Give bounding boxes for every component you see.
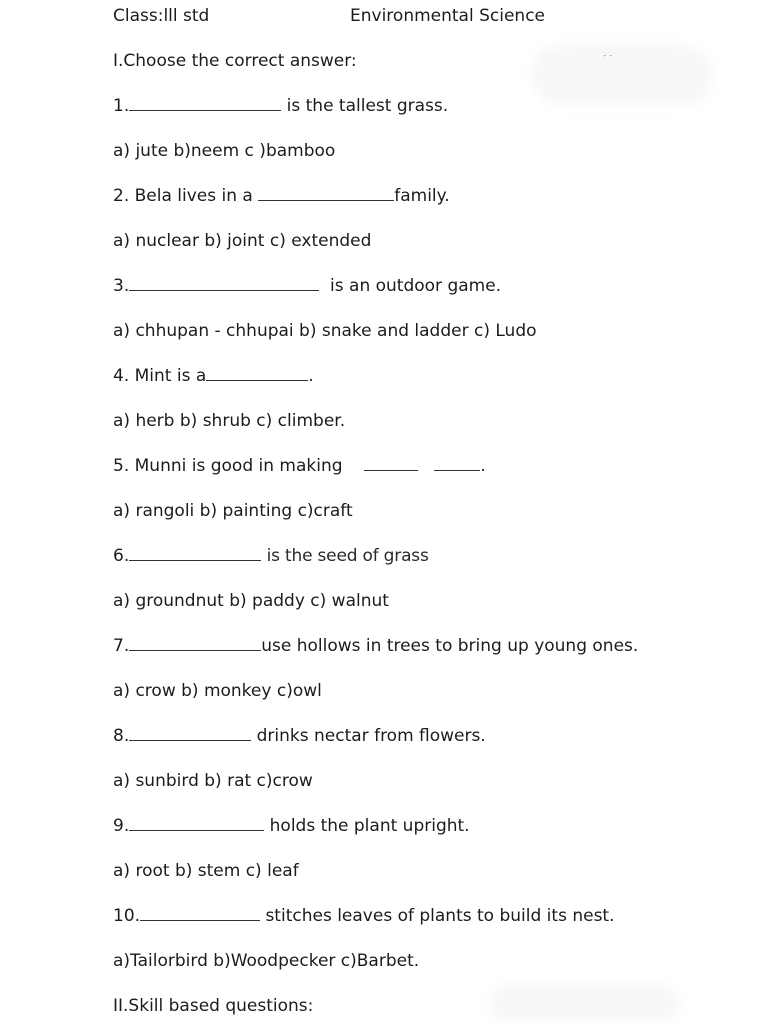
question-1 (113, 98, 448, 115)
options-2: a) nuclear b) joint c) extended (113, 231, 372, 251)
question-text: is the tallest grass. (286, 96, 449, 116)
question-number: 9. (113, 816, 130, 836)
question-7 (113, 638, 638, 655)
page-smudge (532, 45, 712, 105)
question-text: . (308, 366, 314, 386)
options-8: a) sunbird b) rat c)crow (113, 771, 313, 791)
answer-blank (258, 199, 394, 201)
answer-blank (129, 289, 319, 291)
answer-blank (206, 379, 308, 381)
question-5 (113, 458, 486, 475)
question-text: 4. Mint is a (113, 366, 207, 386)
question-text: drinks nectar from flowers. (256, 726, 486, 746)
options-4: a) herb b) shrub c) climber. (113, 411, 346, 431)
answer-blank (129, 829, 264, 831)
question-number: 10. (113, 906, 141, 926)
answer-blank (364, 469, 418, 471)
question-number: 3. (113, 276, 130, 296)
options-3: a) chhupan - chhupai b) snake and ladder c) Ludo (113, 321, 537, 341)
question-text: . (480, 456, 486, 476)
question-4 (113, 368, 314, 385)
section-title: II.Skill based questions: (113, 996, 314, 1016)
question-2 (113, 188, 450, 205)
question-10 (113, 908, 615, 925)
answer-blank (129, 109, 281, 111)
answer-blank (129, 739, 251, 741)
question-text: is an outdoor game. (330, 276, 502, 296)
answer-blank (129, 559, 261, 561)
question-9 (113, 818, 470, 835)
question-8 (113, 728, 486, 745)
question-text: stitches leaves of plants to build its nest. (265, 906, 615, 926)
question-text: 2. Bela lives in a (113, 186, 253, 206)
options-1: a) jute b)neem c )bamboo (113, 141, 336, 161)
class-label: Class:lll std (113, 6, 210, 26)
answer-blank (140, 919, 260, 921)
question-text: use hollows in trees to bring up young ones. (261, 636, 639, 656)
question-text: family. (394, 186, 450, 206)
question-text: 5. Munni is good in making (113, 456, 343, 476)
answer-blank (129, 649, 261, 651)
stray-mark: - - (603, 51, 613, 61)
question-number: 8. (113, 726, 130, 746)
options-6: a) groundnut b) paddy c) walnut (113, 591, 389, 611)
options-10: a)Tailorbird b)Woodpecker c)Barbet. (113, 951, 420, 971)
section-title: I.Choose the correct answer: (113, 51, 357, 71)
question-text: holds the plant upright. (269, 816, 470, 836)
options-7: a) crow b) monkey c)owl (113, 681, 322, 701)
question-number: 6. (113, 546, 130, 566)
subject-title: Environmental Science (350, 6, 545, 26)
question-number: 7. (113, 636, 130, 656)
page-smudge (490, 985, 680, 1021)
answer-blank (434, 469, 480, 471)
question-text: is the seed of grass (266, 546, 429, 566)
options-5: a) rangoli b) painting c)craft (113, 501, 353, 521)
question-6 (113, 548, 429, 565)
question-number: 1. (113, 96, 130, 116)
options-9: a) root b) stem c) leaf (113, 861, 299, 881)
question-3 (113, 278, 501, 295)
